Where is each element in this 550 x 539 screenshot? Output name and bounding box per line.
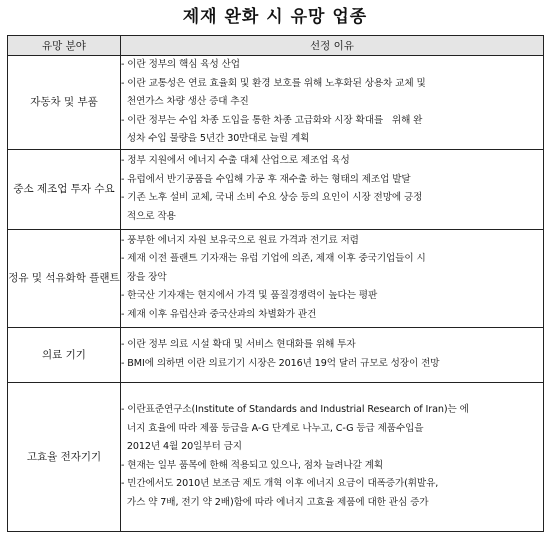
reason-line: - 기존 노후 설비 교체, 국내 소비 수요 상승 등의 요인이 시장 전망에 긍정	[121, 192, 423, 203]
table-row	[8, 382, 544, 531]
reason-line: - 풍부한 에너지 자원 보유국으로 원료 가격과 전기료 저렴	[121, 234, 359, 246]
row-category: 자동차 및 부품	[8, 56, 121, 150]
row-category: 정유 및 석유화학 플랜트	[8, 229, 121, 327]
row-reasons	[121, 382, 544, 531]
header-reasons: 선정 이유	[121, 36, 544, 56]
row-reasons	[121, 229, 544, 327]
table-row	[8, 149, 544, 229]
reason-line: - 정부 지원에서 에너지 수출 대체 산업으로 제조업 육성	[121, 155, 350, 166]
table-header-row	[8, 36, 544, 56]
document-title: 제재 완화 시 유망 업종	[182, 7, 368, 27]
reason-line: - 이란표준연구소(Institute of Standards and Industrial Research of Iran)는 에	[121, 404, 469, 415]
row-reasons	[121, 149, 544, 229]
row-category: 의료 기기	[8, 327, 121, 382]
row-category: 중소 제조업 투자 수요	[8, 149, 121, 229]
reason-line: 너지 효율에 따라 제품 등급을 A-G 단계로 나누고, C-G 등급 제품수입을	[121, 422, 424, 434]
reason-line: 성차 수입 물량을 5년간 30만대로 늘릴 계획	[121, 133, 310, 144]
table-row	[8, 56, 544, 150]
row-reasons	[121, 56, 544, 150]
reason-line: - 유럽에서 반기공품을 수입해 가공 후 재수출 하는 형태의 제조업 발달	[121, 173, 411, 185]
reason-line: - 민간에서도 2010년 보조금 제도 개혁 이후 에너지 요금이 대폭증가(휘발유,	[121, 478, 439, 489]
reason-line: - 한국산 기자재는 현지에서 가격 및 품질경쟁력이 높다는 평판	[121, 290, 378, 302]
reason-line: 적으로 작용	[121, 210, 176, 222]
table-row	[8, 229, 544, 327]
reason-line: - 제재 이전 플랜트 기자재는 유럽 기업에 의존, 제재 이후 중국기업들이 시	[121, 253, 426, 265]
reason-line: 2012년 4월 20일부터 금지	[121, 441, 242, 452]
header-category: 유망 분야	[8, 36, 121, 56]
row-category: 고효율 전자기기	[8, 382, 121, 531]
reason-line: - 현재는 일부 품목에 한해 적용되고 있으나, 점차 늘려나갈 계획	[121, 459, 384, 471]
reason-line: - 이란 교통성은 연료 효율회 및 환경 보호를 위해 노후화된 상용차 교체 및	[121, 77, 426, 89]
reason-line: - 이란 정부는 수입 차종 도입을 통한 차종 고급화와 시장 확대를 위해 완	[121, 114, 423, 126]
reason-line: - 이란 정부 의료 시설 확대 및 서비스 현대화를 위해 투자	[121, 339, 356, 350]
promising-industries-table	[7, 35, 544, 532]
reason-line: 장을 장악	[121, 271, 167, 283]
reason-line: 천연가스 차량 생산 증대 추진	[121, 96, 249, 107]
reason-line: - 제재 이후 유럽산과 중국산과의 차별화가 관건	[121, 308, 317, 320]
reason-line: - BMI에 의하면 이란 의료기기 시장은 2016년 19억 달러 규모로 성장이 전망	[121, 357, 440, 369]
reason-line: - 이란 정부의 핵심 육성 산업	[121, 59, 240, 70]
reason-line: 가스 약 7배, 전기 약 2배)함에 따라 에너지 고효율 제품에 대한 관심 증가	[121, 496, 429, 508]
row-reasons	[121, 327, 544, 382]
table-row	[8, 327, 544, 382]
